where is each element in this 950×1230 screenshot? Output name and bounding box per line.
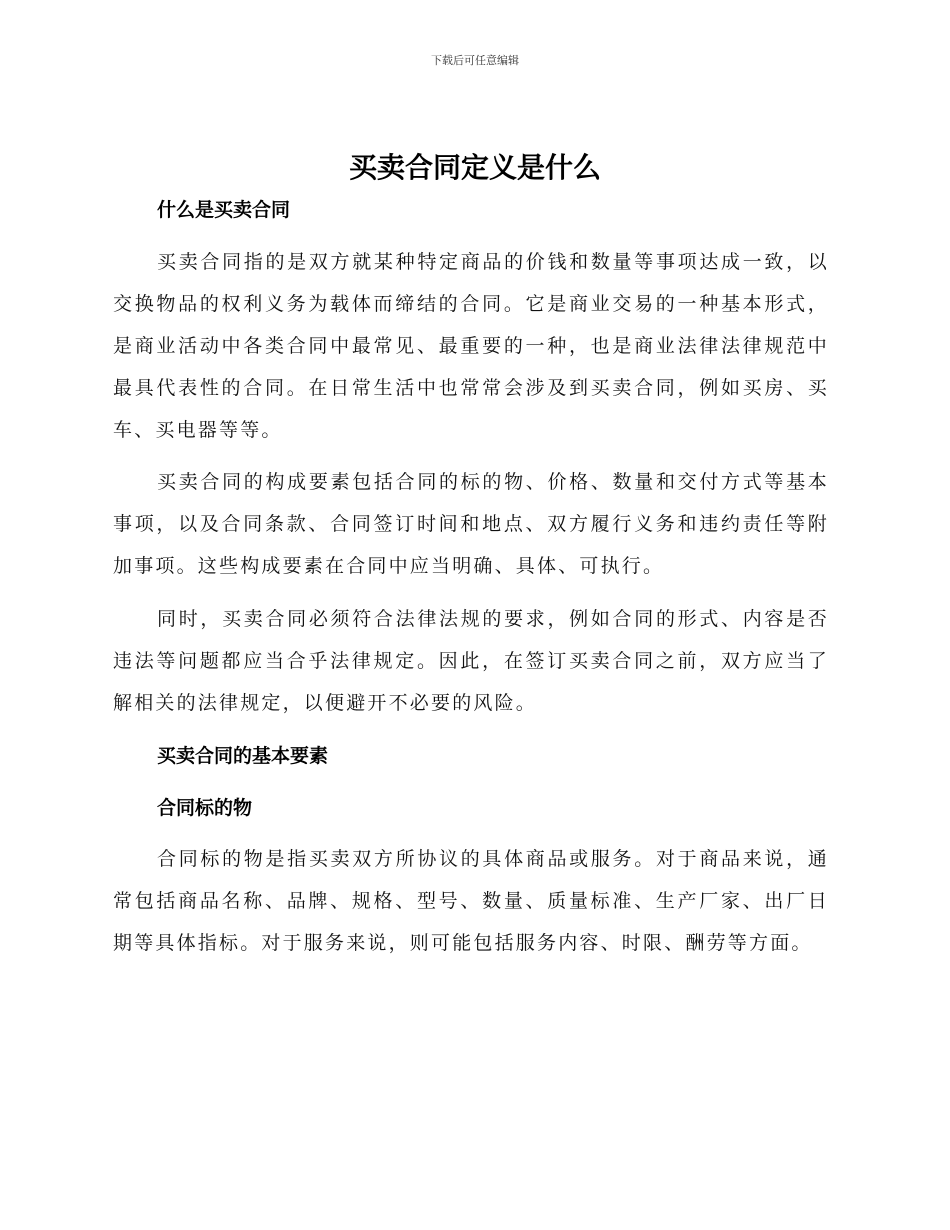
section-heading-subject-matter: 合同标的物 (157, 797, 253, 819)
paragraph-elements: 买卖合同的构成要素包括合同的标的物、价格、数量和交付方式等基本事项，以及合同条款、合同签订时间和地点、双方履行义务和违约责任等附加事项。这些构成要素在合同中应当明确、具体、可执行。 (113, 471, 829, 577)
paragraph-definition: 买卖合同指的是双方就某种特定商品的价钱和数量等事项达成一致，以交换物品的权利义务为载体而缔结的合同。它是商业交易的一种基本形式，是商业活动中各类合同中最常见、最重要的一种，也是商业法律法律规范中最具代表性的合同。在日常生活中也常常会涉及到买卖合同，例如买房、买车、买电器等等。 (113, 251, 829, 441)
paragraph-subject-matter: 合同标的物是指买卖双方所协议的具体商品或服务。对于商品来说，通常包括商品名称、品牌、规格、型号、数量、质量标准、生产厂家、出厂日期等具体指标。对于服务来说，则可能包括服务内容、时限、酬劳等方面。 (113, 848, 829, 954)
section-heading-basic-elements: 买卖合同的基本要素 (157, 745, 329, 767)
document-title: 买卖合同定义是什么 (348, 151, 601, 184)
paragraph-legal-requirements: 同时，买卖合同必须符合法律法规的要求，例如合同的形式、内容是否违法等问题都应当合乎法律规定。因此，在签订买卖合同之前，双方应当了解相关的法律规定，以便避开不必要的风险。 (113, 608, 829, 714)
section-heading-what-is-contract: 什么是买卖合同 (157, 199, 291, 221)
page-header-note: 下载后可任意编辑 (431, 54, 519, 67)
